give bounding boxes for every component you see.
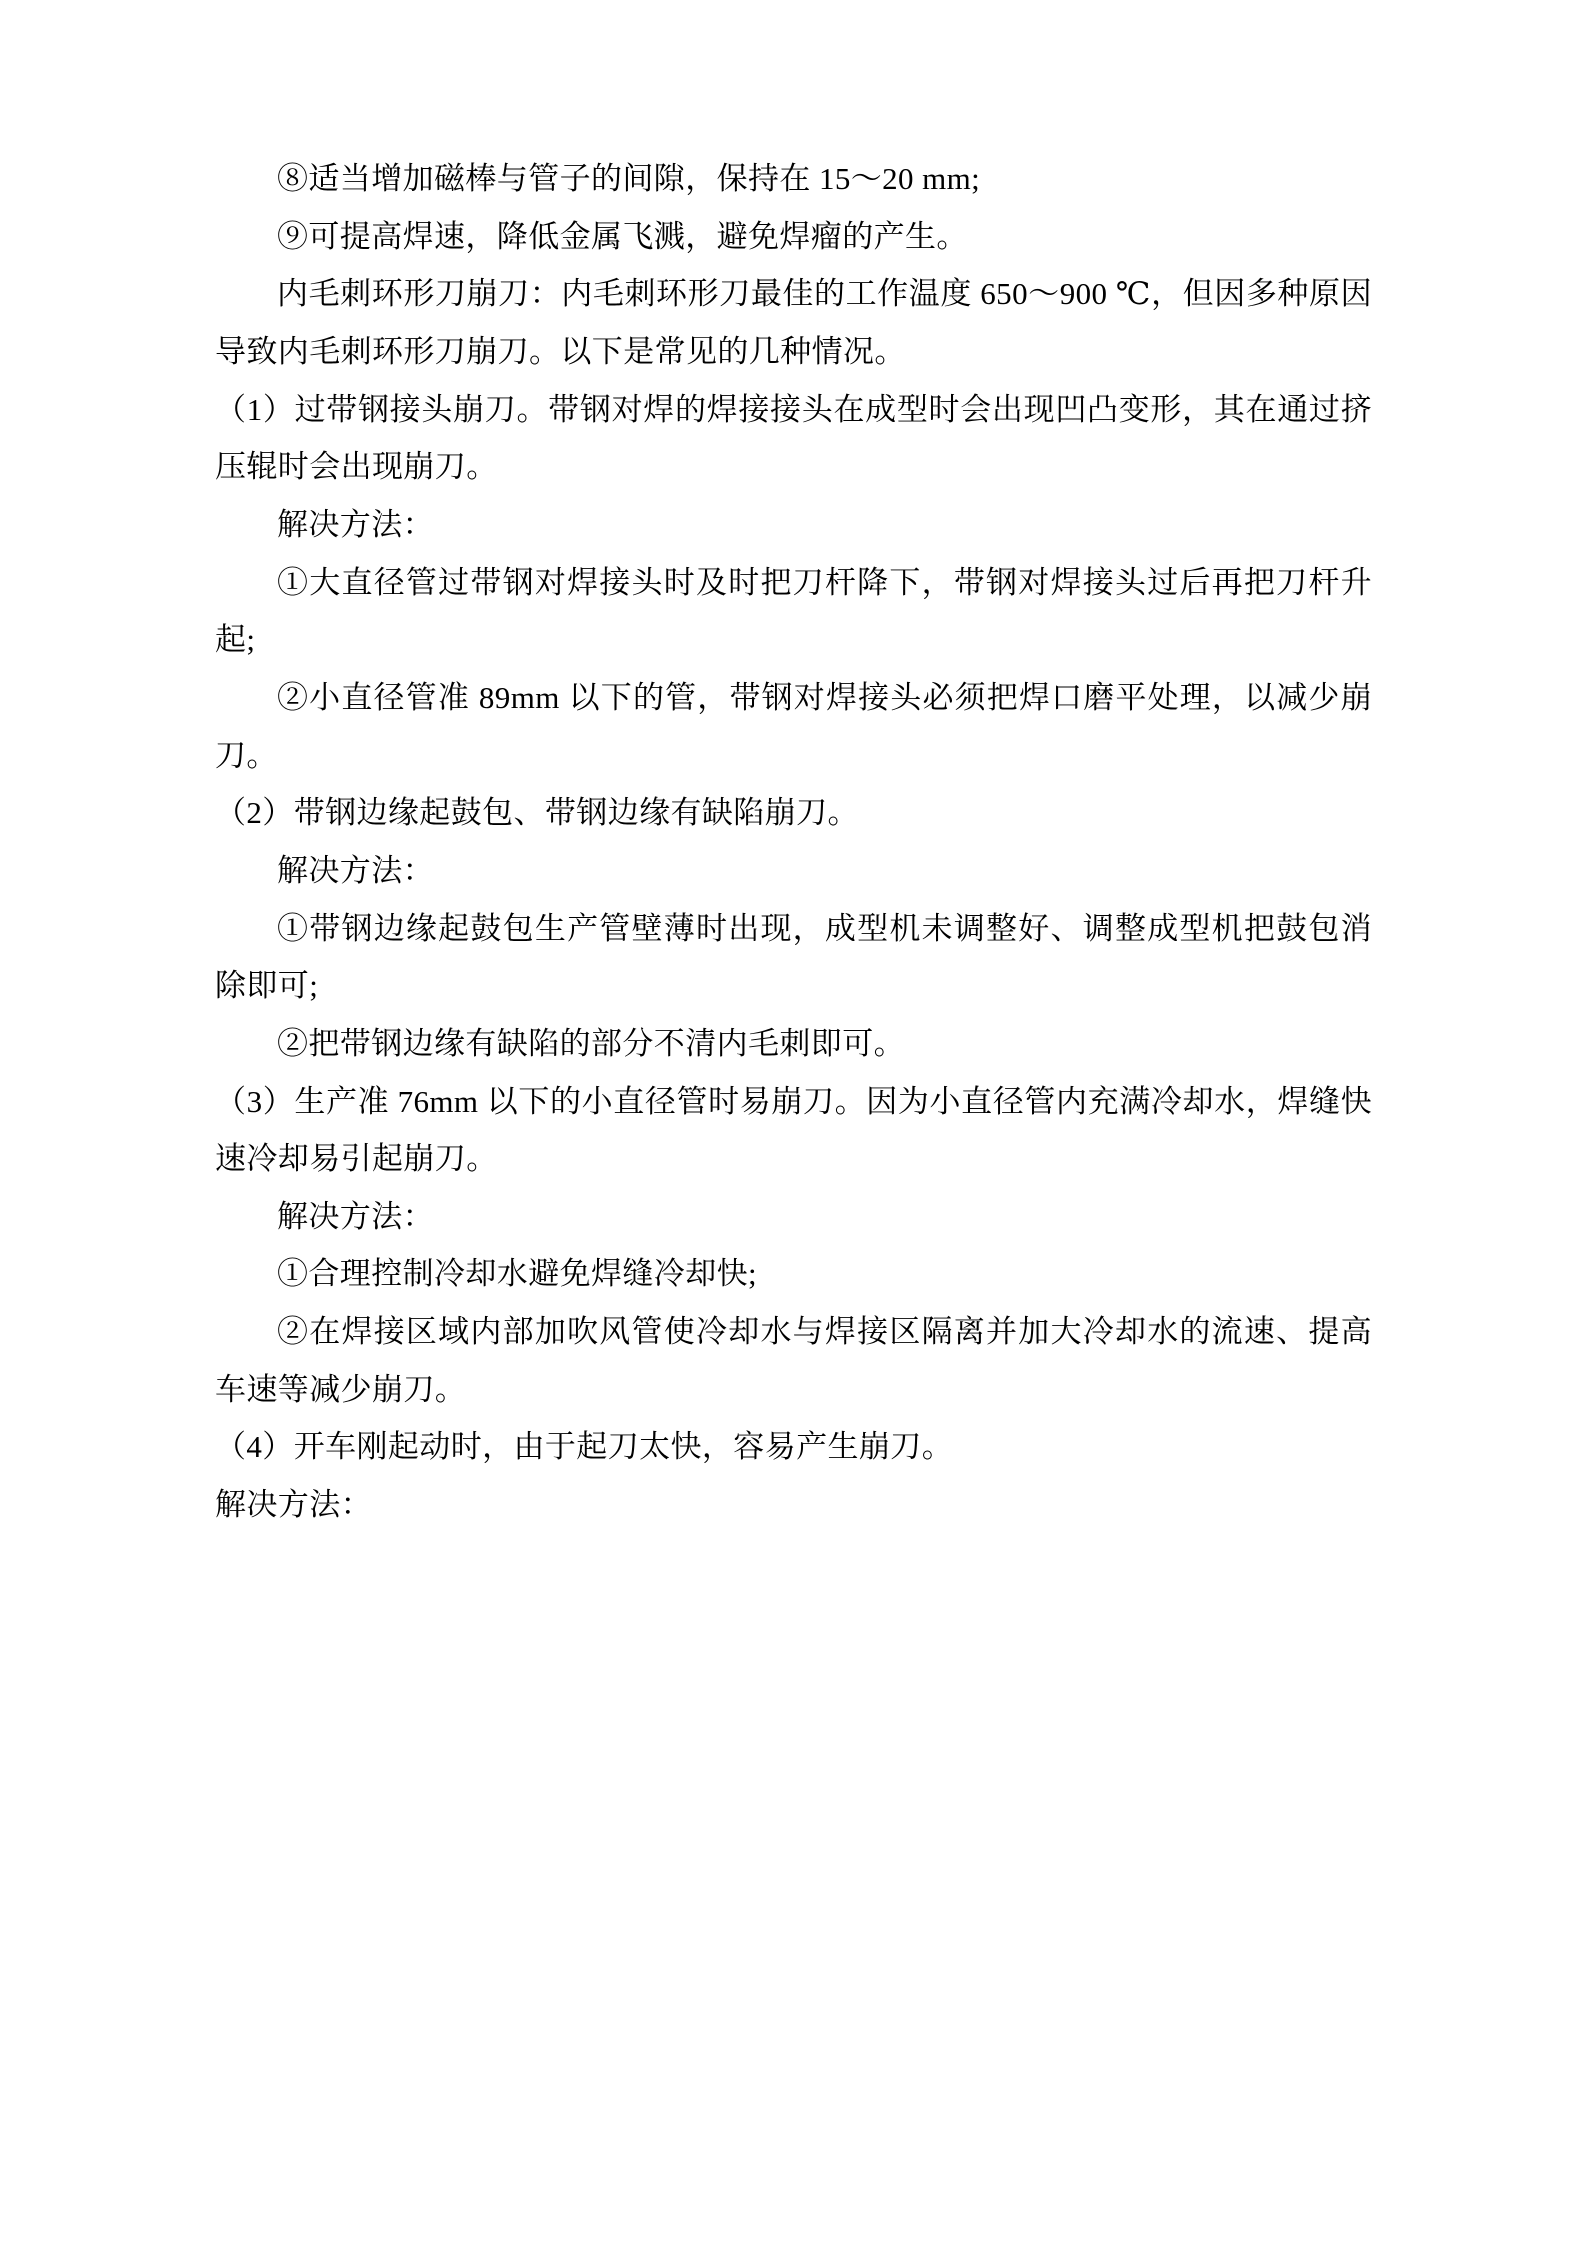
paragraph: ①带钢边缘起鼓包生产管壁薄时出现，成型机未调整好、调整成型机把鼓包消除即可; [215,910,1372,1004]
paragraph: ⑨可提高焊速，降低金属飞溅，避免焊瘤的产生。 [277,218,968,254]
paragraph: ②小直径管准 89mm 以下的管，带钢对焊接头必须把焊口磨平处理，以减少崩刀。 [215,679,1372,773]
paragraph: 解决方法： [277,1198,434,1234]
paragraph: （1）过带钢接头崩刀。带钢对焊的焊接接头在成型时会出现凹凸变形，其在通过挤压辊时会出现崩刀。 [215,391,1372,485]
paragraph: ⑧适当增加磁棒与管子的间隙，保持在 15～20 mm; [277,161,981,196]
paragraph: 解决方法： [215,1487,372,1523]
paragraph: （4）开车刚起动时，由于起刀太快，容易产生崩刀。 [215,1429,954,1465]
paragraph: 内毛刺环形刀崩刀：内毛刺环形刀最佳的工作温度 650～900 ℃，但因多种原因导致内毛刺环形刀崩刀。以下是常见的几种情况。 [215,276,1372,369]
paragraph: ②在焊接区域内部加吹风管使冷却水与焊接区隔离并加大冷却水的流速、提高车速等减少崩刀。 [215,1314,1372,1407]
paragraph: ①合理控制冷却水避免焊缝冷却快; [277,1256,758,1292]
paragraph: ①大直径管过带钢对焊接头时及时把刀杆降下，带钢对焊接头过后再把刀杆升起; [215,564,1372,658]
document-body [215,150,1372,1534]
paragraph: （2）带钢边缘起鼓包、带钢边缘有缺陷崩刀。 [215,795,859,831]
paragraph: 解决方法： [277,852,434,888]
paragraph: 解决方法： [277,506,434,542]
paragraph: ②把带钢边缘有缺陷的部分不清内毛刺即可。 [277,1025,905,1061]
paragraph: （3）生产准 76mm 以下的小直径管时易崩刀。因为小直径管内充满冷却水，焊缝快速冷却易引起崩刀。 [215,1083,1372,1177]
